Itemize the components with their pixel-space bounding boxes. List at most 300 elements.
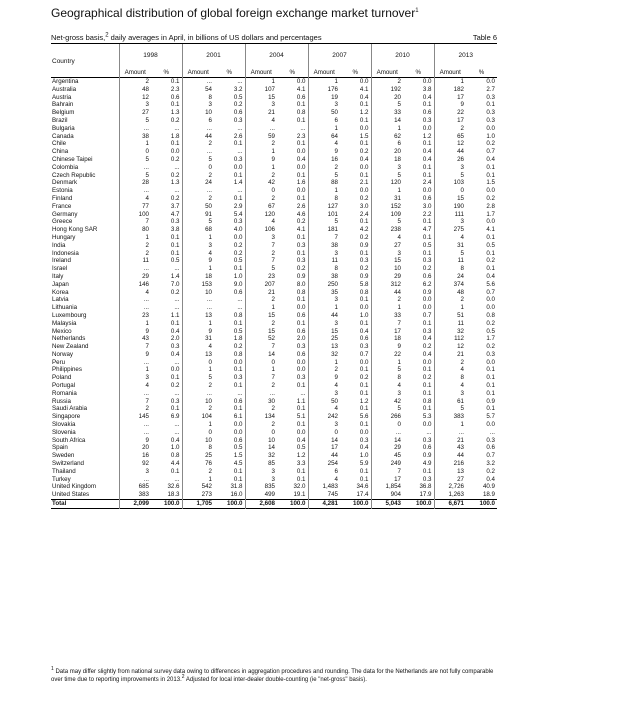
table-row <box>51 125 497 133</box>
percent-cell: 0.4 <box>422 148 432 156</box>
percent-cell: 0.6 <box>296 311 306 319</box>
amount-cell: 1 <box>371 125 403 133</box>
amount-cell: 2 <box>182 468 214 476</box>
amount-cell: 273 <box>182 491 214 499</box>
amount-cell: 11 <box>434 257 466 265</box>
amount-cell: 2 <box>182 405 214 413</box>
percent-cell: 0.1 <box>422 382 432 390</box>
total-percent-cell: 100.0 <box>277 500 308 509</box>
year-header: 2007 <box>308 44 371 69</box>
percent-cell: 0.0 <box>359 78 369 85</box>
percent-cell: 0.1 <box>359 101 369 109</box>
amount-cell: ... <box>371 429 403 437</box>
amount-cell: 1 <box>182 234 214 242</box>
percent-cell: 0.1 <box>233 171 243 179</box>
amount-cell: 4 <box>182 343 214 351</box>
percent-cell: 0.2 <box>359 194 369 202</box>
country-cell: Latvia <box>52 296 69 304</box>
amount-cell: 5 <box>182 156 214 164</box>
percent-cell: 0.0 <box>359 187 369 195</box>
country-cell: Hong Kong SAR <box>52 226 98 234</box>
amount-cell: 10 <box>182 109 214 117</box>
percent-cell: 0.0 <box>422 296 432 304</box>
percent-cell: 0.1 <box>170 319 180 327</box>
amount-cell: ... <box>182 125 214 133</box>
amount-cell: 80 <box>119 226 151 234</box>
percent-cell: 0.0 <box>296 78 306 85</box>
amount-cell: 152 <box>371 203 403 211</box>
amount-cell: 1 <box>182 320 214 328</box>
percent-cell: 0.1 <box>486 163 495 171</box>
percent-cell: 0.1 <box>170 101 180 109</box>
percent-cell: 0.0 <box>296 428 306 436</box>
amount-cell: 9 <box>119 437 151 445</box>
percent-cell: 1.5 <box>359 132 369 140</box>
country-cell: Bulgaria <box>52 124 75 132</box>
percent-cell: 0.1 <box>296 171 306 179</box>
percent-cell: 0.2 <box>486 140 495 148</box>
amount-header: Amount <box>308 68 340 78</box>
country-cell: Bahrain <box>52 101 74 109</box>
percent-cell: 0.1 <box>486 171 495 179</box>
amount-cell: 35 <box>308 289 340 297</box>
amount-cell: 374 <box>434 281 466 289</box>
percent-cell: 4.1 <box>359 85 369 93</box>
percent-header: % <box>415 69 421 76</box>
total-amount-cell: 2,608 <box>245 500 277 509</box>
total-label: Total <box>51 500 119 509</box>
percent-cell: 5.7 <box>486 413 495 421</box>
amount-cell: 48 <box>434 289 466 297</box>
amount-header: Amount <box>371 68 403 78</box>
amount-cell: 2 <box>245 250 277 258</box>
amount-cell: 7 <box>371 320 403 328</box>
percent-cell: 0.6 <box>296 327 306 335</box>
percent-cell: 4.9 <box>422 460 432 468</box>
percent-cell: 2.4 <box>359 210 369 218</box>
amount-cell: 13 <box>434 468 466 476</box>
year-header: 2004 <box>245 44 308 69</box>
amount-cell: 3 <box>308 101 340 109</box>
amount-cell: 7 <box>371 468 403 476</box>
amount-cell: 52 <box>245 335 277 343</box>
amount-cell: 112 <box>434 335 466 343</box>
percent-cell: 0.1 <box>233 366 243 374</box>
amount-cell: 107 <box>245 86 277 94</box>
percent-cell: 2.8 <box>486 202 495 210</box>
amount-cell: 14 <box>245 444 277 452</box>
amount-cell: 4 <box>119 289 151 297</box>
amount-cell: 38 <box>308 242 340 250</box>
percent-cell: 0.6 <box>233 109 243 117</box>
percent-cell: 0.6 <box>233 436 243 444</box>
amount-cell: 4 <box>371 382 403 390</box>
percent-cell: 0.1 <box>359 405 369 413</box>
amount-cell: 1 <box>182 265 214 273</box>
amount-cell: 181 <box>308 226 340 234</box>
country-cell: Finland <box>52 194 73 202</box>
amount-cell: 88 <box>308 179 340 187</box>
country-cell: Czech Republic <box>52 171 96 179</box>
percent-cell: ... <box>489 428 495 436</box>
amount-cell: 50 <box>308 109 340 117</box>
amount-cell: 17 <box>434 94 466 102</box>
percent-cell: 31.8 <box>230 483 243 491</box>
footnote-2: Adjusted for local inter-dealer double-counting (ie "net-gross" basis). <box>184 676 367 683</box>
percent-cell: 0.2 <box>296 265 306 273</box>
percent-cell: 0.5 <box>233 444 243 452</box>
percent-cell: 1.1 <box>170 311 180 319</box>
percent-cell: 0.1 <box>359 116 369 124</box>
percent-cell: 0.1 <box>296 194 306 202</box>
amount-cell: 13 <box>308 343 340 351</box>
amount-cell: 1 <box>371 304 403 312</box>
amount-cell: 5 <box>434 172 466 180</box>
amount-cell: 190 <box>434 203 466 211</box>
amount-cell: 5 <box>371 172 403 180</box>
footnote-1: Data may differ slightly from national survey data owing to differences in aggregation procedures and rounding. The data for the Netherlands are not fully comparable over time due to reporting improvements in 2013. <box>51 669 494 683</box>
amount-cell: 1 <box>119 366 151 374</box>
amount-cell: 27 <box>119 109 151 117</box>
percent-cell: 0.1 <box>422 249 432 257</box>
table-row <box>51 359 497 367</box>
percent-cell: 0.5 <box>170 257 180 265</box>
percent-cell: 4.2 <box>359 226 369 234</box>
percent-cell: 0.1 <box>170 249 180 257</box>
amount-cell: 5 <box>371 218 403 226</box>
table-row <box>51 226 497 234</box>
table-row <box>51 257 497 265</box>
percent-cell: 0.6 <box>233 288 243 296</box>
amount-cell: 1 <box>119 320 151 328</box>
amount-cell: 24 <box>182 179 214 187</box>
amount-cell: 4 <box>308 140 340 148</box>
percent-cell: ... <box>174 358 180 366</box>
percent-cell: 0.9 <box>422 452 432 460</box>
amount-cell: 5 <box>119 172 151 180</box>
percent-cell: ... <box>237 296 243 304</box>
percent-cell: ... <box>174 265 180 273</box>
country-cell: United States <box>52 491 90 499</box>
percent-cell: 0.2 <box>359 233 369 241</box>
percent-cell: 17.4 <box>356 491 369 499</box>
table-row <box>51 86 497 94</box>
amount-cell: 15 <box>245 94 277 102</box>
amount-cell: 32 <box>308 351 340 359</box>
total-amount-cell: 5,043 <box>371 500 403 509</box>
country-cell: Romania <box>52 389 77 397</box>
percent-cell: 0.0 <box>359 428 369 436</box>
percent-cell: 0.0 <box>486 218 495 226</box>
percent-cell: 0.2 <box>486 343 495 351</box>
country-cell: Brazil <box>52 116 68 124</box>
amount-cell: 3 <box>371 250 403 258</box>
amount-cell: 22 <box>434 109 466 117</box>
country-cell: Denmark <box>52 179 78 187</box>
percent-cell: 19.1 <box>293 491 306 499</box>
percent-cell: ... <box>174 421 180 429</box>
percent-cell: 0.0 <box>422 358 432 366</box>
amount-cell: 5 <box>434 250 466 258</box>
amount-cell: 5 <box>371 101 403 109</box>
amount-cell: 10 <box>371 265 403 273</box>
table-row <box>51 109 497 117</box>
percent-cell: 5.1 <box>296 413 306 421</box>
percent-cell: 2.6 <box>296 202 306 210</box>
table-row <box>51 203 497 211</box>
percent-cell: 0.1 <box>486 389 495 397</box>
country-cell: China <box>52 148 69 156</box>
percent-cell: 0.1 <box>233 467 243 475</box>
amount-cell: 33 <box>371 312 403 320</box>
percent-cell: 0.3 <box>422 327 432 335</box>
percent-cell: 0.0 <box>486 421 495 429</box>
percent-cell: 1.5 <box>233 452 243 460</box>
percent-cell: ... <box>237 78 243 85</box>
percent-cell: ... <box>237 124 243 132</box>
percent-cell: 0.2 <box>170 288 180 296</box>
percent-cell: 0.0 <box>296 304 306 312</box>
amount-cell: 2 <box>182 195 214 203</box>
percent-cell: 0.1 <box>170 140 180 148</box>
amount-cell: 111 <box>434 211 466 219</box>
percent-cell: 0.3 <box>486 109 495 117</box>
percent-cell: 0.5 <box>296 444 306 452</box>
percent-cell: 0.9 <box>296 272 306 280</box>
amount-cell: 2 <box>245 140 277 148</box>
amount-cell: 2 <box>245 320 277 328</box>
amount-cell: 207 <box>245 281 277 289</box>
percent-cell: 1.4 <box>170 272 180 280</box>
percent-cell: 0.3 <box>486 116 495 124</box>
percent-cell: 5.9 <box>359 460 369 468</box>
percent-cell: 0.4 <box>422 155 432 163</box>
table-row <box>51 78 497 86</box>
percent-cell: 2.3 <box>296 132 306 140</box>
amount-cell: 8 <box>182 94 214 102</box>
country-cell: Korea <box>52 288 69 296</box>
amount-cell: 9 <box>182 257 214 265</box>
amount-cell: 1 <box>245 164 277 172</box>
percent-cell: 5.3 <box>422 413 432 421</box>
percent-cell: 0.1 <box>296 233 306 241</box>
subtitle-text-b: daily averages in April, in billions of US dollars and percentages <box>108 33 322 42</box>
year-header: 2001 <box>182 44 245 69</box>
percent-cell: 0.8 <box>296 109 306 117</box>
amount-cell: 1 <box>308 359 340 367</box>
percent-cell: 0.0 <box>296 148 306 156</box>
amount-cell: 14 <box>245 351 277 359</box>
table-row <box>51 281 497 289</box>
percent-cell: 0.3 <box>422 436 432 444</box>
percent-cell: 0.7 <box>486 452 495 460</box>
percent-cell: 3.0 <box>359 202 369 210</box>
percent-cell: 0.6 <box>359 335 369 343</box>
percent-cell: ... <box>237 304 243 312</box>
percent-cell: 0.1 <box>486 265 495 273</box>
amount-cell: 1 <box>182 366 214 374</box>
percent-cell: 2.2 <box>422 210 432 218</box>
percent-cell: 3.0 <box>422 202 432 210</box>
amount-cell: 2 <box>119 250 151 258</box>
table-number: Table 6 <box>472 33 497 42</box>
amount-cell: 104 <box>182 413 214 421</box>
amount-cell: ... <box>119 265 151 273</box>
percent-cell: 0.1 <box>486 405 495 413</box>
amount-cell: 31 <box>182 335 214 343</box>
amount-cell: 3 <box>308 320 340 328</box>
percent-cell: 0.1 <box>359 467 369 475</box>
amount-cell: 29 <box>371 273 403 281</box>
amount-cell: 2 <box>434 359 466 367</box>
country-cell: Thailand <box>52 467 76 475</box>
percent-cell: 0.0 <box>359 304 369 312</box>
total-percent-cell: 100.0 <box>403 500 434 509</box>
country-cell: Saudi Arabia <box>52 405 88 413</box>
amount-cell: 8 <box>308 195 340 203</box>
amount-cell: 6 <box>371 140 403 148</box>
amount-cell: 43 <box>119 335 151 343</box>
column-header-row <box>51 68 497 78</box>
amount-cell: 12 <box>119 94 151 102</box>
percent-cell: 0.6 <box>486 444 495 452</box>
country-cell: France <box>52 202 72 210</box>
country-cell: Slovenia <box>52 428 76 436</box>
table-row <box>51 460 497 468</box>
amount-cell: 2 <box>182 140 214 148</box>
amount-cell: 6 <box>308 117 340 125</box>
amount-cell: 1 <box>308 304 340 312</box>
amount-cell: ... <box>182 296 214 304</box>
amount-cell: 50 <box>182 203 214 211</box>
amount-cell: 15 <box>245 328 277 336</box>
country-cell: Sweden <box>52 452 75 460</box>
country-cell: Germany <box>52 210 78 218</box>
table-row <box>51 218 497 226</box>
country-cell: Poland <box>52 374 72 382</box>
amount-cell: 31 <box>434 242 466 250</box>
percent-cell: 1.0 <box>170 444 180 452</box>
percent-cell: 0.7 <box>486 288 495 296</box>
amount-cell: 12 <box>434 140 466 148</box>
percent-cell: 0.3 <box>170 397 180 405</box>
percent-cell: 1.0 <box>359 452 369 460</box>
amount-cell: 29 <box>119 273 151 281</box>
percent-header: % <box>478 69 485 76</box>
amount-cell: 4 <box>434 382 466 390</box>
amount-cell: 0 <box>434 187 466 195</box>
percent-cell: 6.2 <box>422 280 432 288</box>
percent-cell: 0.1 <box>422 405 432 413</box>
percent-cell: 0.2 <box>233 343 243 351</box>
country-cell: Singapore <box>52 413 81 421</box>
amount-cell: 2 <box>371 296 403 304</box>
percent-cell: 1.3 <box>170 109 180 117</box>
table-row <box>51 94 497 102</box>
percent-cell: 9.0 <box>233 280 243 288</box>
table-row <box>51 195 497 203</box>
amount-cell: 8 <box>434 265 466 273</box>
percent-cell: 0.1 <box>359 366 369 374</box>
amount-cell: 44 <box>182 133 214 141</box>
amount-cell: 182 <box>434 86 466 94</box>
percent-cell: 0.6 <box>422 444 432 452</box>
total-row <box>51 500 497 509</box>
amount-cell: 0 <box>245 429 277 437</box>
percent-cell: 0.1 <box>170 405 180 413</box>
amount-cell: 1,483 <box>308 483 340 491</box>
amount-cell: 499 <box>245 491 277 499</box>
percent-cell: 0.6 <box>296 350 306 358</box>
percent-cell: 0.1 <box>170 374 180 382</box>
amount-cell: 0 <box>119 148 151 156</box>
country-cell: Greece <box>52 218 73 226</box>
percent-cell: 18.9 <box>482 491 495 499</box>
percent-cell: 0.4 <box>486 155 495 163</box>
amount-cell: 5 <box>119 156 151 164</box>
amount-cell: 77 <box>119 203 151 211</box>
percent-cell: 0.3 <box>296 374 306 382</box>
percent-cell: 4.1 <box>296 226 306 234</box>
percent-cell: 0.2 <box>170 382 180 390</box>
amount-cell: 21 <box>245 289 277 297</box>
percent-cell: 4.6 <box>296 210 306 218</box>
percent-cell: 0.1 <box>359 296 369 304</box>
amount-cell: ... <box>182 148 214 156</box>
table-row <box>51 156 497 164</box>
amount-cell: 76 <box>182 460 214 468</box>
percent-cell: 1.7 <box>486 210 495 218</box>
amount-cell: 2 <box>245 405 277 413</box>
percent-cell: 0.0 <box>359 163 369 171</box>
percent-cell: 0.0 <box>486 358 495 366</box>
percent-header: % <box>163 69 169 76</box>
table-row <box>51 320 497 328</box>
amount-cell: 2 <box>308 164 340 172</box>
percent-cell: 0.1 <box>296 382 306 390</box>
amount-cell: 14 <box>371 437 403 445</box>
amount-cell: 17 <box>371 328 403 336</box>
country-cell: Norway <box>52 350 73 358</box>
amount-cell: 68 <box>182 226 214 234</box>
total-percent-cell: 100.0 <box>151 500 182 509</box>
footnote-2-mark: 2 <box>181 673 185 680</box>
percent-cell: 0.0 <box>422 78 432 85</box>
amount-cell: 21 <box>245 109 277 117</box>
amount-cell: 100 <box>119 211 151 219</box>
amount-cell: 64 <box>308 133 340 141</box>
amount-cell: 28 <box>119 179 151 187</box>
percent-cell: 0.5 <box>233 93 243 101</box>
percent-cell: 0.0 <box>422 187 432 195</box>
percent-cell: 0.1 <box>422 319 432 327</box>
amount-cell: 44 <box>308 452 340 460</box>
percent-cell: 0.0 <box>486 296 495 304</box>
amount-cell: 22 <box>371 351 403 359</box>
amount-cell: 17 <box>308 444 340 452</box>
amount-cell: 15 <box>434 195 466 203</box>
amount-cell: 27 <box>434 476 466 484</box>
percent-cell: 0.3 <box>233 116 243 124</box>
amount-cell: 7 <box>119 343 151 351</box>
amount-cell: 254 <box>308 460 340 468</box>
percent-cell: 0.2 <box>422 374 432 382</box>
country-cell: Estonia <box>52 187 73 195</box>
amount-cell: 0 <box>371 421 403 429</box>
amount-cell: 904 <box>371 491 403 499</box>
percent-cell: 0.0 <box>296 358 306 366</box>
amount-cell: 16 <box>119 452 151 460</box>
